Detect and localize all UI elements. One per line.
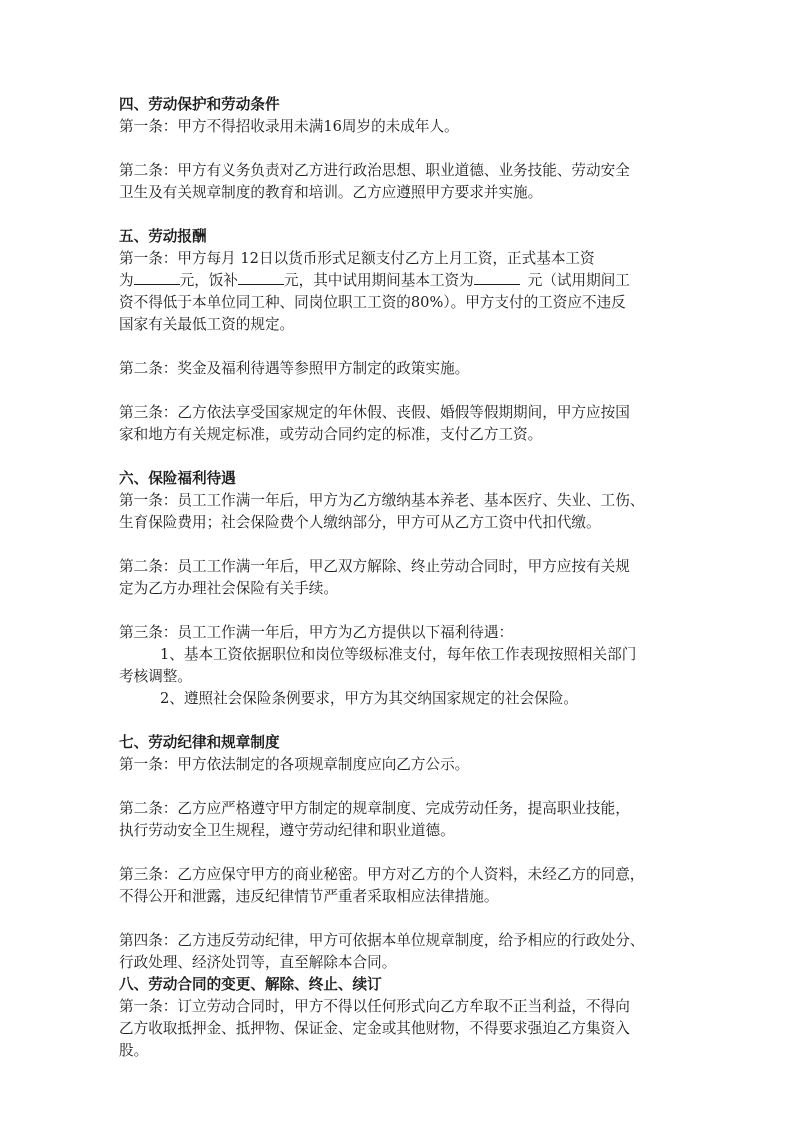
section-7-article-3-line-1: 第三条：乙方应保守甲方的商业秘密。甲方对乙方的个人资料，未经乙方的同意， xyxy=(119,866,645,883)
section-4-article-1: 第一条：甲方不得招收录用未满16周岁的未成年人。 xyxy=(119,118,459,135)
section-7-article-3-line-2: 不得公开和泄露，违反纪律情节严重者采取相应法律措施。 xyxy=(119,888,499,905)
section-6-article-3-item-2: 2、遵照社会保险条例要求，甲方为其交纳国家规定的社会保险。 xyxy=(160,690,578,707)
section-5-article-1-line-2 xyxy=(119,270,689,292)
section-8-article-1-line-3: 股。 xyxy=(119,1042,149,1059)
meal-allowance-label: 元，饭补 xyxy=(179,272,238,289)
section-5-article-3-line-1: 第三条：乙方依法享受国家规定的年休假、丧假、婚假等假期期间，甲方应按国 xyxy=(119,404,630,421)
probation-salary-blank[interactable] xyxy=(474,270,520,285)
section-5-article-1-line-1: 第一条：甲方每月 12日以货币形式足额支付乙方上月工资，正式基本工资 xyxy=(119,250,595,267)
section-4-article-2-line-1: 第二条：甲方有义务负责对乙方进行政治思想、职业道德、业务技能、劳动安全 xyxy=(119,162,630,179)
section-5-article-1-line-3: 资不得低于本单位同工种、同岗位职工工资的80%）。甲方支付的工资应不违反 xyxy=(119,294,626,311)
section-5-article-2: 第二条：奖金及福利待遇等参照甲方制定的政策实施。 xyxy=(119,360,470,377)
section-6-article-3-item-1-line-2: 考核调整。 xyxy=(119,668,192,685)
section-5-article-3-line-2: 家和地方有关规定标准，或劳动合同约定的标准，支付乙方工资。 xyxy=(119,426,543,443)
document-page xyxy=(119,94,689,1062)
section-7-article-2-line-1: 第二条：乙方应严格遵守甲方制定的规章制度、完成劳动任务，提高职业技能， xyxy=(119,800,630,817)
section-6-article-3-item-1-line-1: 1、基本工资依据职位和岗位等级标准支付，每年依工作表现按照相关部门 xyxy=(160,646,637,663)
section-6-article-2-line-1: 第二条：员工工作满一年后，甲乙双方解除、终止劳动合同时，甲方应按有关规 xyxy=(119,558,630,575)
section-8-article-1-line-1: 第一条：订立劳动合同时，甲方不得以任何形式向乙方牟取不正当利益，不得向 xyxy=(119,998,630,1015)
section-6-article-1-line-1: 第一条：员工工作满一年后，甲方为乙方缴纳基本养老、基本医疗、失业、工伤、 xyxy=(119,492,645,509)
section-8-article-1-line-2: 乙方收取抵押金、抵押物、保证金、定金或其他财物，不得要求强迫乙方集资入 xyxy=(119,1020,630,1037)
section-7-title: 七、劳动纪律和规章制度 xyxy=(119,734,280,751)
section-8-title: 八、劳动合同的变更、解除、终止、续订 xyxy=(119,976,382,993)
meal-allowance-blank[interactable] xyxy=(238,270,284,285)
section-6-title: 六、保险福利待遇 xyxy=(119,470,236,487)
probation-salary-label: 元，其中试用期间基本工资为 xyxy=(284,272,474,289)
section-7-article-2-line-2: 执行劳动安全卫生规程，遵守劳动纪律和职业道德。 xyxy=(119,822,455,839)
section-7-article-4-line-2: 行政处理、经济处罚等，直至解除本合同。 xyxy=(119,954,397,971)
section-4-title: 四、劳动保护和劳动条件 xyxy=(119,96,280,113)
section-7-article-4-line-1: 第四条：乙方违反劳动纪律，甲方可依据本单位规章制度，给予相应的行政处分、 xyxy=(119,932,645,949)
base-salary-blank[interactable] xyxy=(134,270,180,285)
section-4-article-2-line-2: 卫生及有关规章制度的教育和培训。乙方应遵照甲方要求并实施。 xyxy=(119,184,543,201)
section-7-article-1: 第一条：甲方依法制定的各项规章制度应向乙方公示。 xyxy=(119,756,470,773)
section-5-article-1-line-4: 国家有关最低工资的规定。 xyxy=(119,316,295,333)
probation-salary-suffix: 元（试用期间工 xyxy=(527,272,630,289)
section-6-article-3-line-1: 第三条：员工工作满一年后，甲方为乙方提供以下福利待遇： xyxy=(119,624,514,641)
section-5-title: 五、劳动报酬 xyxy=(119,228,207,245)
salary-label-prefix: 为 xyxy=(119,272,134,289)
section-6-article-2-line-2: 定为乙方办理社会保险有关手续。 xyxy=(119,580,338,597)
section-6-article-1-line-2: 生育保险费用；社会保险费个人缴纳部分，甲方可从乙方工资中代扣代缴。 xyxy=(119,514,601,531)
